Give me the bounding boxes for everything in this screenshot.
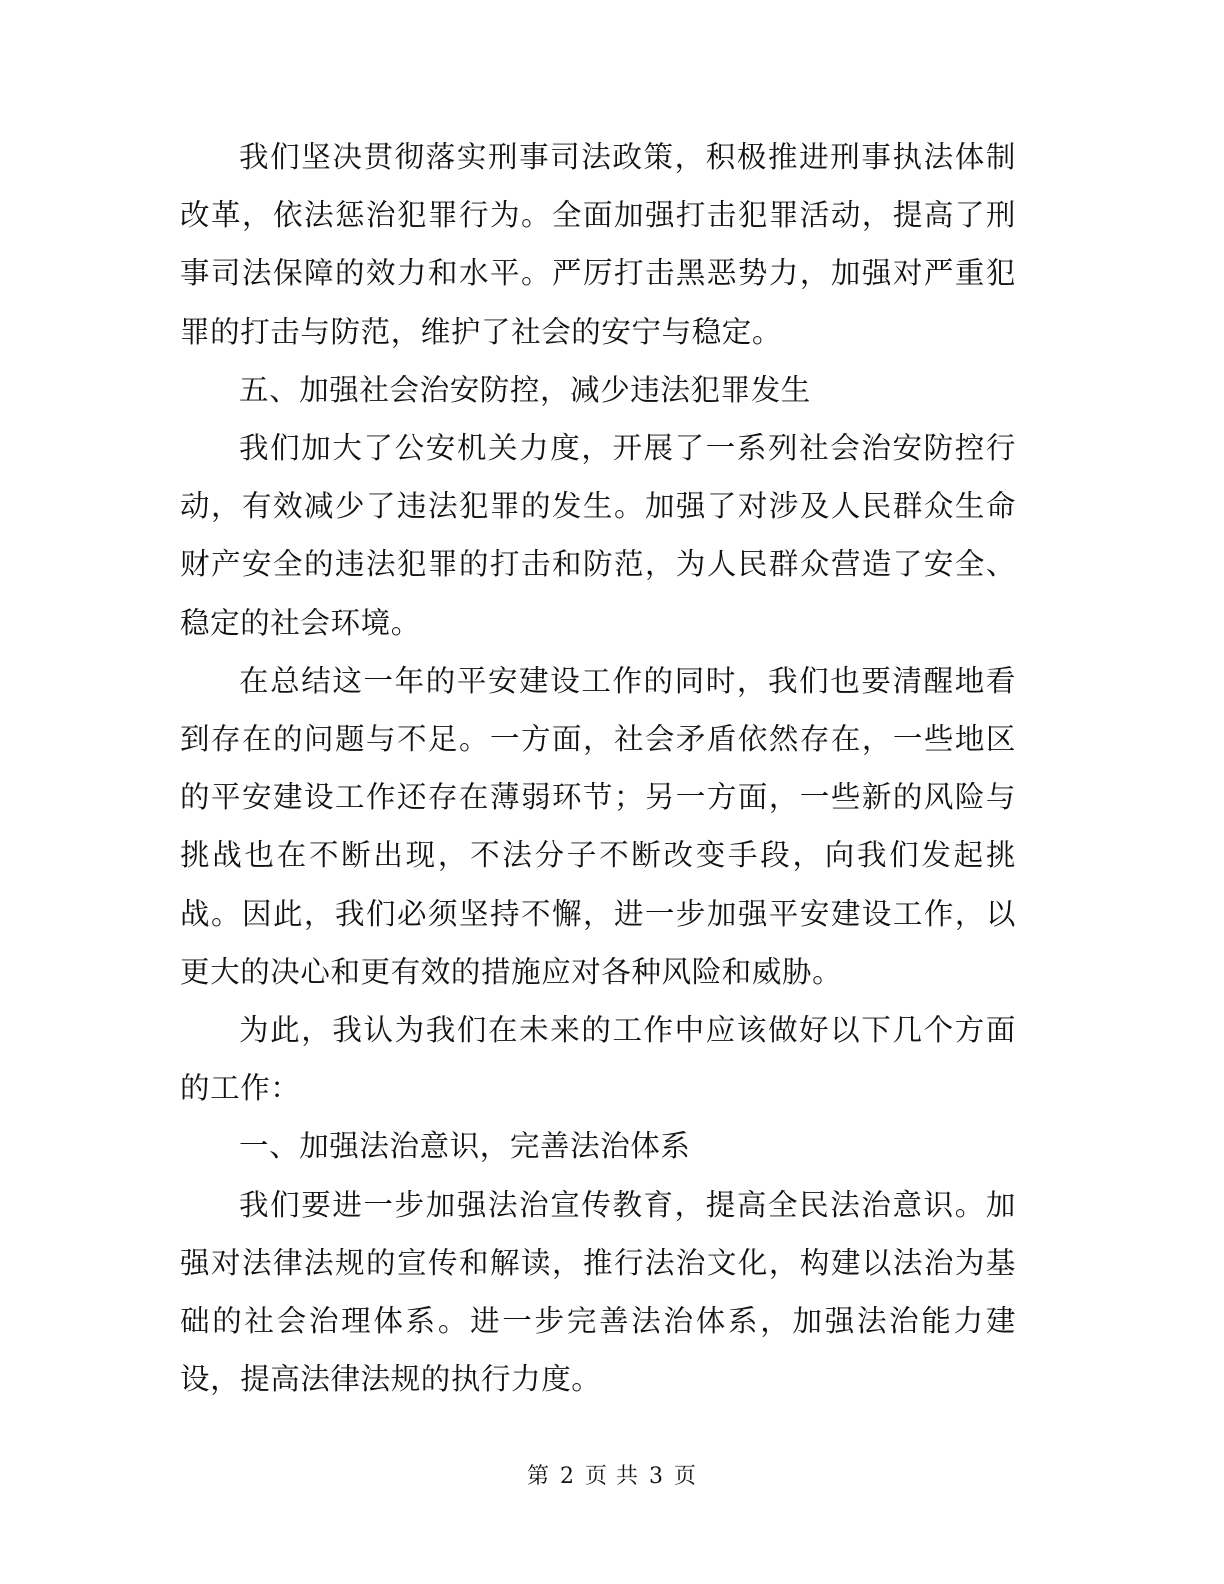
page-label-mid: 页 共 <box>585 1464 639 1489</box>
section-heading-five: 五、加强社会治安防控，减少违法犯罪发生 <box>239 372 811 407</box>
paragraph-rule-of-law: 我们要进一步加强法治宣传教育，提高全民法治意识。加强对法律法规的宣传和解读，推行法治文化，构建以法治为基础的社会治理体系。进一步完善法治体系，加强法治能力建设，提高法律法规的执行力度。 <box>180 1187 1016 1397</box>
document-body <box>180 128 1016 1408</box>
section-heading-one: 一、加强法治意识，完善法治体系 <box>239 1129 691 1164</box>
paragraph-summary-problems: 在总结这一年的平安建设工作的同时，我们也要清醒地看到存在的问题与不足。一方面，社会矛盾依然存在，一些地区的平安建设工作还存在薄弱环节；另一方面，一些新的风险与挑战也在不断出现，不法分子不断改变手段，向我们发起挑战。因此，我们必须坚持不懈，进一步加强平安建设工作，以更大的决心和更有效的措施应对各种风险和威胁。 <box>180 663 1016 989</box>
paragraph-future-work-intro: 为此，我认为我们在未来的工作中应该做好以下几个方面的工作： <box>180 1013 1016 1106</box>
page-label-prefix: 第 <box>526 1464 550 1489</box>
total-pages-number: 3 <box>649 1464 664 1489</box>
page-footer <box>0 1462 1224 1492</box>
page-label-suffix: 页 <box>674 1464 698 1489</box>
paragraph-criminal-justice: 我们坚决贯彻落实刑事司法政策，积极推进刑事执法体制改革，依法惩治犯罪行为。全面加强打击犯罪活动，提高了刑事司法保障的效力和水平。严厉打击黑恶势力，加强对严重犯罪的打击与防范，维护了社会的安宁与稳定。 <box>180 140 1016 349</box>
paragraph-public-security: 我们加大了公安机关力度，开展了一系列社会治安防控行动，有效减少了违法犯罪的发生。加强了对涉及人民群众生命财产安全的违法犯罪的打击和防范，为人民群众营造了安全、稳定的社会环境。 <box>180 431 1016 640</box>
current-page-number: 2 <box>560 1464 575 1489</box>
